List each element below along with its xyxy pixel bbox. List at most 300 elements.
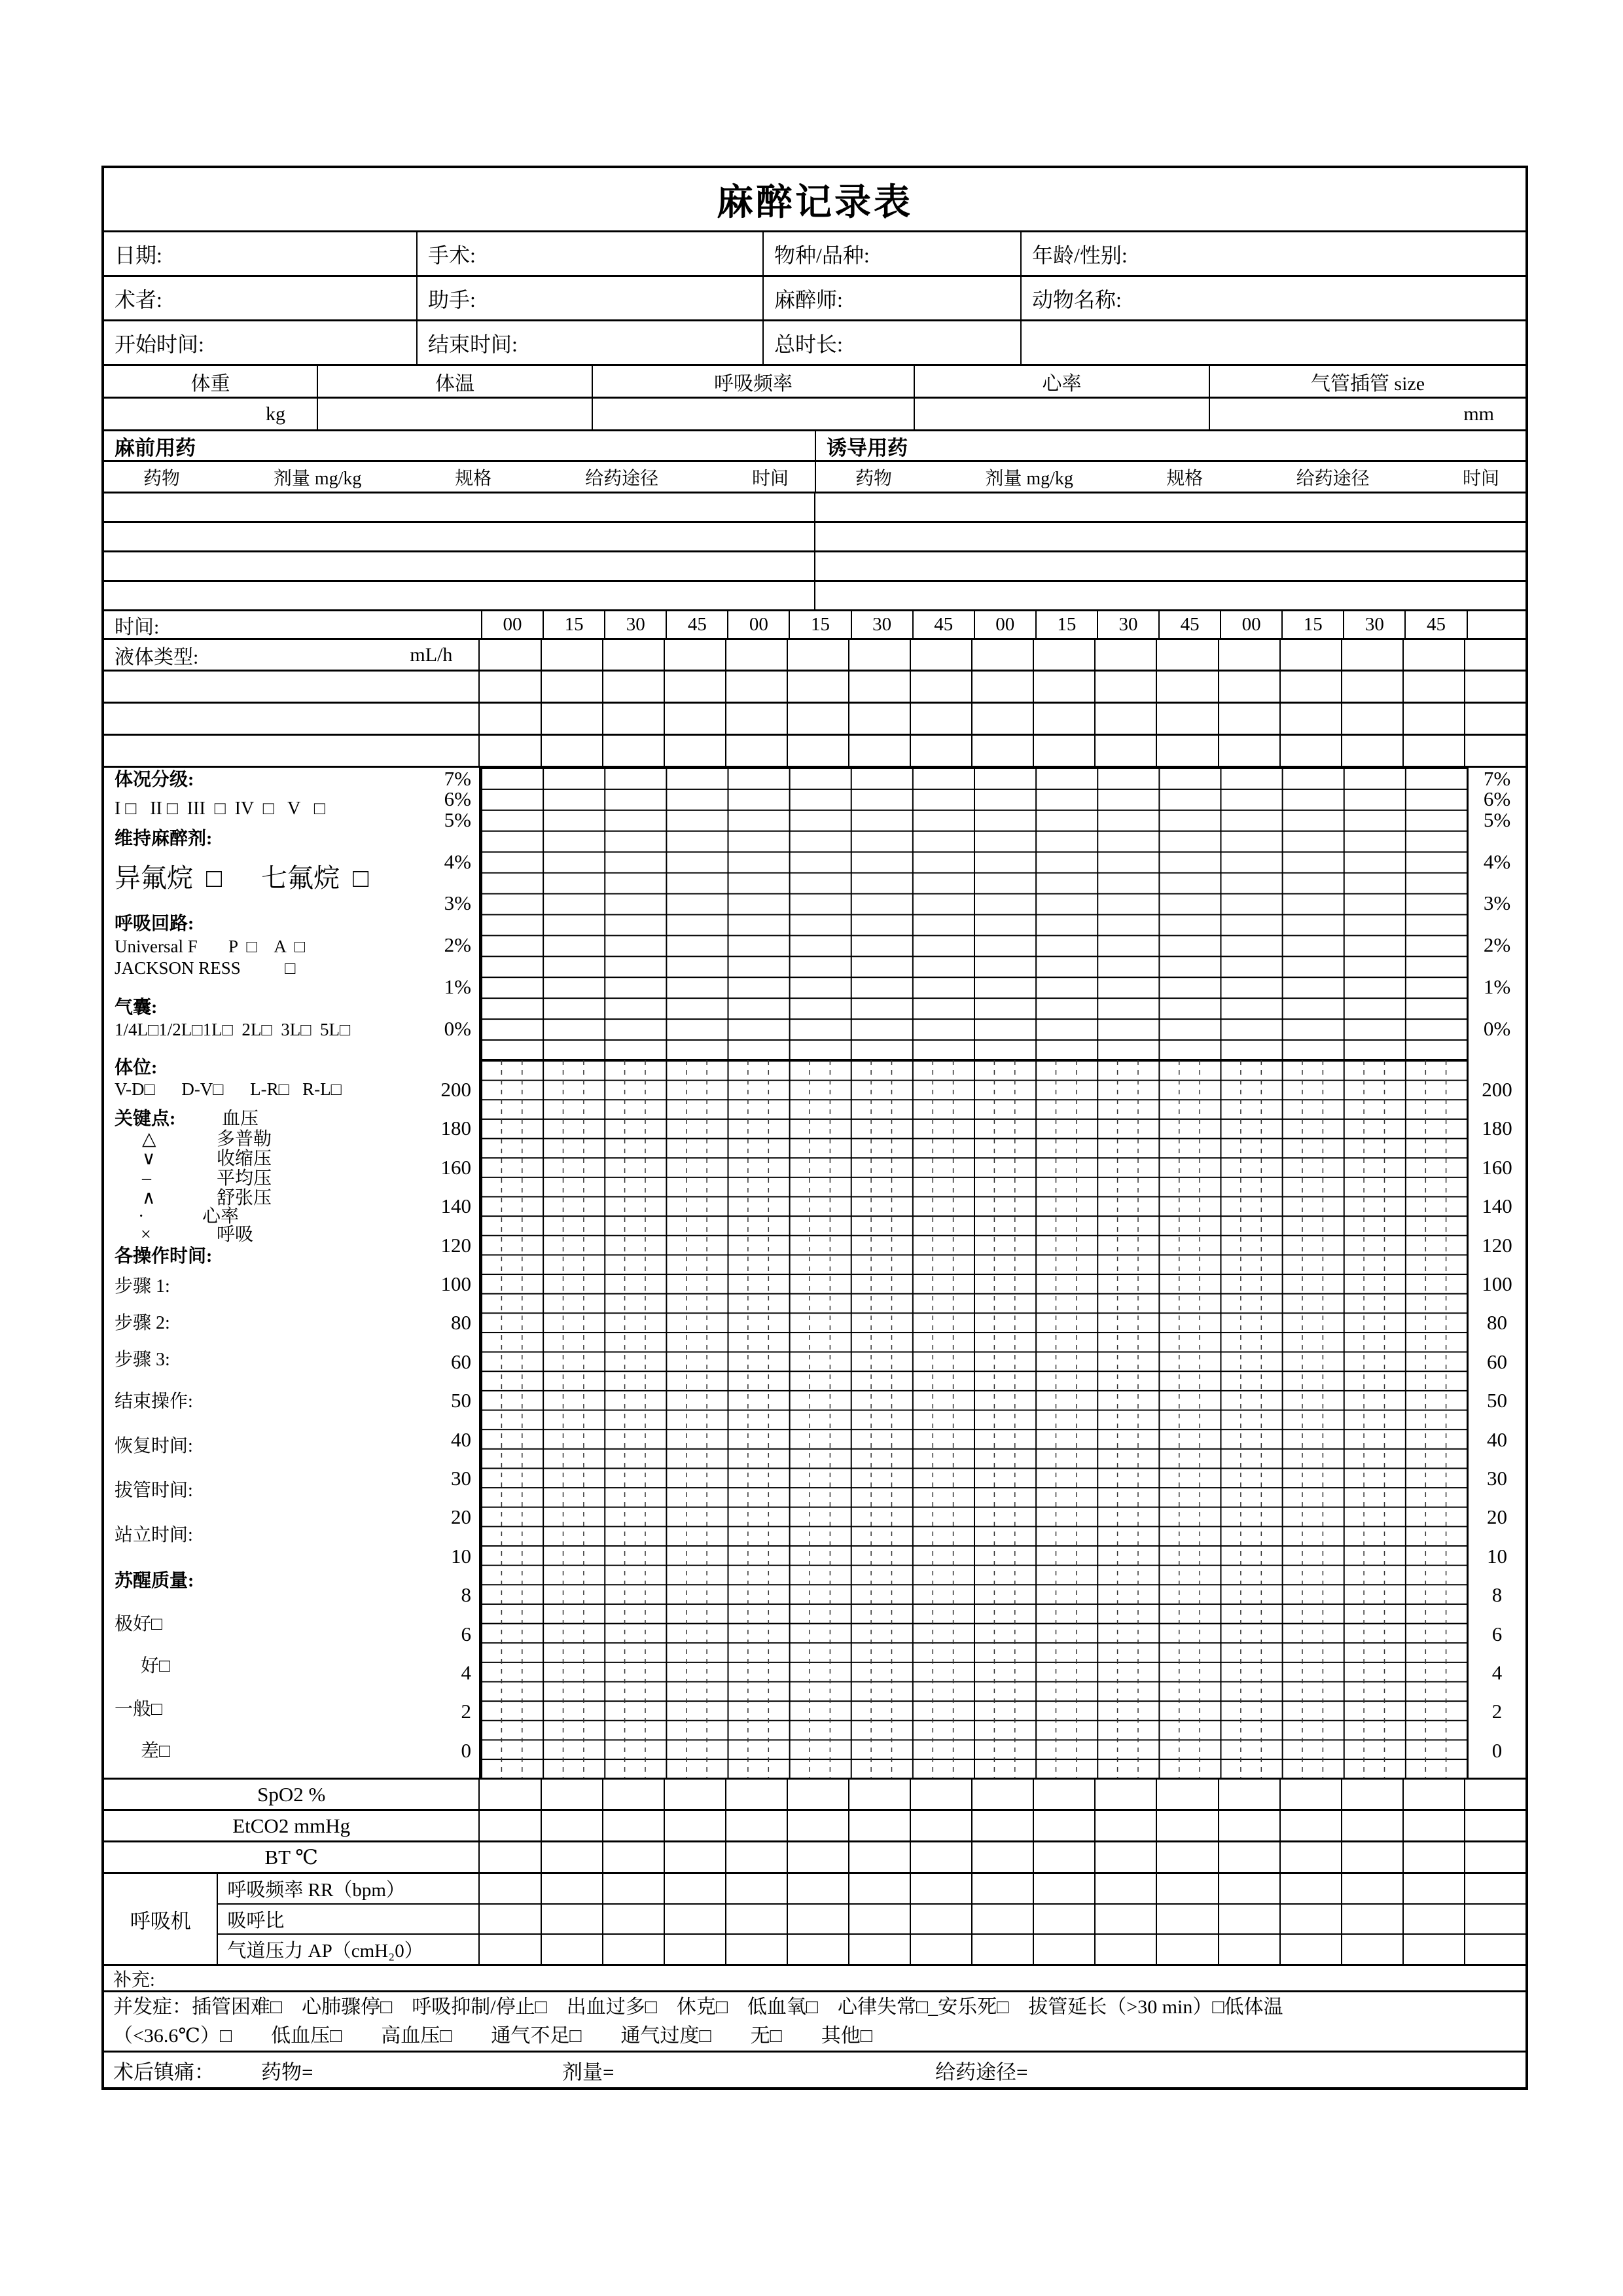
grid-cell[interactable] bbox=[725, 1935, 787, 1964]
grid-cell[interactable] bbox=[1156, 672, 1217, 702]
value-scale-label: 40 bbox=[451, 1428, 471, 1451]
grid-cell[interactable] bbox=[787, 1780, 848, 1809]
grid-cell[interactable] bbox=[602, 736, 664, 766]
grid-cell[interactable] bbox=[1464, 640, 1525, 670]
premed-title: 麻前用药 bbox=[115, 436, 196, 459]
value-scale-label: 0 bbox=[1491, 1739, 1503, 1762]
grid-cell[interactable] bbox=[1033, 736, 1094, 766]
recover-time-label[interactable]: 恢复时间: bbox=[115, 1436, 193, 1456]
time-tick: 15 bbox=[1035, 611, 1097, 638]
maintenance-options[interactable]: 异氟烷 □ 七氟烷 □ bbox=[115, 863, 369, 893]
grid-cell[interactable] bbox=[602, 1780, 664, 1809]
grid-cell[interactable] bbox=[1279, 1811, 1341, 1840]
value-scale-label: 80 bbox=[451, 1311, 471, 1334]
grid-cell[interactable] bbox=[1402, 704, 1464, 734]
grid-cell[interactable] bbox=[1341, 640, 1402, 670]
grid-cell[interactable] bbox=[1094, 1811, 1156, 1840]
grid-cell[interactable] bbox=[1464, 736, 1525, 766]
anesthetic-percent-grid[interactable] bbox=[481, 768, 1467, 1060]
grid-cell[interactable] bbox=[541, 1905, 602, 1934]
value-scale-label: 2 bbox=[461, 1700, 471, 1723]
percent-scale-label: 5% bbox=[1483, 808, 1511, 831]
grid-cell[interactable] bbox=[1402, 1935, 1464, 1964]
grid-cell[interactable] bbox=[787, 1842, 848, 1872]
total-duration-field[interactable]: 总时长: bbox=[762, 321, 1020, 364]
grid-cell[interactable] bbox=[1464, 1842, 1525, 1872]
grid-cell[interactable] bbox=[787, 1874, 848, 1903]
induction-entry-cell[interactable] bbox=[814, 523, 1525, 550]
grid-cell[interactable] bbox=[602, 1811, 664, 1840]
grid-cell[interactable] bbox=[848, 704, 910, 734]
fluid-entry-label[interactable] bbox=[104, 672, 478, 702]
grid-cell[interactable] bbox=[1094, 1874, 1156, 1903]
ventilator-airway-pressure-row bbox=[218, 1935, 1525, 1964]
time-tick: 00 bbox=[974, 611, 1035, 638]
grid-cell[interactable] bbox=[1033, 672, 1094, 702]
fluid-label-cell bbox=[104, 640, 478, 670]
grid-cell[interactable] bbox=[1279, 672, 1341, 702]
supplement-label: 补充: bbox=[113, 1969, 155, 1990]
anesthetist-field[interactable]: 麻醉师: bbox=[762, 277, 1020, 319]
grid-cell[interactable] bbox=[602, 1842, 664, 1872]
value-scale-label: 8 bbox=[461, 1583, 471, 1606]
grid-cell[interactable] bbox=[971, 1905, 1033, 1934]
grid-cell[interactable] bbox=[664, 1811, 725, 1840]
medication-entry-row bbox=[104, 493, 1525, 523]
grid-cell[interactable] bbox=[541, 640, 602, 670]
grid-cell[interactable] bbox=[602, 1905, 664, 1934]
value-scale-label: 180 bbox=[1482, 1117, 1512, 1139]
standing-time-label[interactable]: 站立时间: bbox=[115, 1525, 193, 1545]
temperature-value-cell[interactable] bbox=[317, 399, 592, 429]
fluid-entry-cells bbox=[478, 672, 1525, 702]
mean-pressure-symbol: – bbox=[142, 1168, 151, 1189]
grid-cell[interactable] bbox=[1279, 1780, 1341, 1809]
grid-cell[interactable] bbox=[1402, 1905, 1464, 1934]
fluid-type-label: 液体类型: bbox=[115, 646, 199, 668]
grid-cell[interactable] bbox=[1341, 1780, 1402, 1809]
grid-cell[interactable] bbox=[725, 1811, 787, 1840]
animal-name-field[interactable]: 动物名称: bbox=[1020, 277, 1525, 319]
grid-cell[interactable] bbox=[725, 736, 787, 766]
respiratory-rate-value-cell[interactable] bbox=[592, 399, 914, 429]
grid-cell[interactable] bbox=[725, 672, 787, 702]
grid-cell[interactable] bbox=[1156, 1935, 1217, 1964]
grid-cell[interactable] bbox=[1033, 1842, 1094, 1872]
date-field[interactable]: 日期: bbox=[115, 243, 162, 267]
medication-entry-row bbox=[104, 582, 1525, 611]
grid-cell[interactable] bbox=[971, 704, 1033, 734]
value-scale-label: 4 bbox=[1491, 1661, 1503, 1684]
grid-cell[interactable] bbox=[910, 704, 971, 734]
value-scale-label: 10 bbox=[1487, 1545, 1507, 1568]
grid-cell[interactable] bbox=[848, 640, 910, 670]
grid-cell[interactable] bbox=[1464, 1935, 1525, 1964]
surgery-field[interactable]: 手术: bbox=[416, 232, 762, 275]
age-sex-field[interactable]: 年龄/性别: bbox=[1020, 232, 1525, 275]
grid-cell[interactable] bbox=[725, 1874, 787, 1903]
end-operation-label[interactable]: 结束操作: bbox=[115, 1391, 193, 1412]
grid-cell[interactable] bbox=[787, 736, 848, 766]
induction-title: 诱导用药 bbox=[815, 431, 1525, 460]
grid-cell[interactable] bbox=[910, 1811, 971, 1840]
induction-entry-cell[interactable] bbox=[814, 552, 1525, 580]
time-label: 时间: bbox=[115, 616, 160, 638]
grid-cell[interactable] bbox=[1156, 1874, 1217, 1903]
grid-cell[interactable] bbox=[848, 1842, 910, 1872]
grid-cell[interactable] bbox=[1094, 704, 1156, 734]
percent-scale-label: 2% bbox=[1483, 933, 1511, 956]
grid-cell[interactable] bbox=[971, 1935, 1033, 1964]
time-tick: 45 bbox=[1404, 611, 1466, 638]
grid-cell[interactable] bbox=[1464, 672, 1525, 702]
grid-cell[interactable] bbox=[1402, 640, 1464, 670]
grid-cell[interactable] bbox=[1402, 1874, 1464, 1903]
grid-cell[interactable] bbox=[1156, 1905, 1217, 1934]
grid-cell[interactable] bbox=[848, 1905, 910, 1934]
grid-cell[interactable] bbox=[910, 1874, 971, 1903]
medication-header-row bbox=[104, 431, 1525, 462]
grid-cell[interactable] bbox=[1402, 1842, 1464, 1872]
grid-cell[interactable] bbox=[1402, 672, 1464, 702]
premed-entry-cell[interactable] bbox=[104, 493, 814, 521]
info-row-2 bbox=[104, 277, 1525, 321]
grid-cell[interactable] bbox=[1279, 704, 1341, 734]
grid-cell[interactable] bbox=[1218, 736, 1279, 766]
grid-cell[interactable] bbox=[541, 1874, 602, 1903]
value-scale-label: 100 bbox=[1482, 1272, 1512, 1295]
bag-options[interactable]: 1/4L□1/2L□1L□ 2L□ 3L□ 5L□ bbox=[115, 1020, 351, 1039]
grid-cell[interactable] bbox=[848, 1780, 910, 1809]
grid-cell[interactable] bbox=[478, 704, 540, 734]
grid-cell[interactable] bbox=[1279, 640, 1341, 670]
grid-cell[interactable] bbox=[1341, 736, 1402, 766]
grid-cell[interactable] bbox=[478, 1935, 540, 1964]
premed-entry-cell[interactable] bbox=[104, 552, 814, 580]
value-scale-label: 30 bbox=[451, 1467, 471, 1490]
grid-cell[interactable] bbox=[1156, 704, 1217, 734]
grid-cell[interactable] bbox=[910, 640, 971, 670]
species-field[interactable]: 物种/品种: bbox=[762, 232, 1020, 275]
grid-cell[interactable] bbox=[541, 1780, 602, 1809]
grid-cell[interactable] bbox=[1033, 1780, 1094, 1809]
grid-cell[interactable] bbox=[848, 1935, 910, 1964]
time-tick: 00 bbox=[1220, 611, 1281, 638]
time-tick: 15 bbox=[1281, 611, 1343, 638]
col-dose: 剂量 mg/kg bbox=[273, 468, 362, 489]
grid-cell[interactable] bbox=[1218, 1842, 1279, 1872]
grid-cell[interactable] bbox=[848, 672, 910, 702]
recovery-fair-option[interactable]: 一般□ bbox=[115, 1699, 162, 1719]
grid-cell[interactable] bbox=[910, 1935, 971, 1964]
fluid-entry-label[interactable] bbox=[104, 704, 478, 734]
respiration-label: 呼吸 bbox=[217, 1225, 254, 1245]
time-tick: 15 bbox=[543, 611, 604, 638]
grid-cell[interactable] bbox=[910, 1780, 971, 1809]
grid-cell[interactable] bbox=[787, 704, 848, 734]
grid-cell[interactable] bbox=[1033, 1874, 1094, 1903]
assistant-field[interactable]: 助手: bbox=[416, 277, 762, 319]
grid-cell[interactable] bbox=[725, 704, 787, 734]
grid-cell[interactable] bbox=[1464, 1811, 1525, 1840]
grid-cell[interactable] bbox=[971, 1874, 1033, 1903]
post-op-route-field[interactable]: 给药途径= bbox=[935, 2060, 1028, 2083]
grid-cell[interactable] bbox=[664, 736, 725, 766]
post-op-row bbox=[104, 2053, 1525, 2087]
position-options[interactable]: V-D□ D-V□ L-R□ R-L□ bbox=[115, 1079, 342, 1099]
col-spec: 规格 bbox=[1166, 468, 1204, 489]
circuit-universal-option[interactable]: Universal F P □ A □ bbox=[115, 937, 306, 956]
col-drug: 药物 bbox=[855, 468, 893, 489]
body-condition-options[interactable]: I □ II □ III □ IV □ V □ bbox=[115, 798, 325, 819]
percent-scale-label: 6% bbox=[1483, 787, 1511, 810]
ventilator-block bbox=[104, 1874, 1525, 1966]
grid-cell[interactable] bbox=[664, 1935, 725, 1964]
grid-cell[interactable] bbox=[664, 640, 725, 670]
et-tube-size-header: 气管插管 size bbox=[1209, 366, 1525, 397]
grid-cell[interactable] bbox=[910, 672, 971, 702]
step3-label[interactable]: 步骤 3: bbox=[115, 1350, 170, 1370]
complications-line1[interactable]: 并发症：插管困难□ 心肺骤停□ 呼吸抑制/停止□ 出血过多□ 休克□ 低血氧□ 心律失常□_安乐死□ 拔管延长（>30 min）□低体温 bbox=[113, 1996, 1283, 2018]
grid-cell[interactable] bbox=[1341, 1905, 1402, 1934]
grid-cell[interactable] bbox=[910, 736, 971, 766]
grid-cell[interactable] bbox=[1218, 1905, 1279, 1934]
recovery-excellent-option[interactable]: 极好□ bbox=[115, 1614, 162, 1634]
weight-value-cell[interactable]: kg bbox=[266, 403, 285, 425]
post-op-dose-field[interactable]: 剂量= bbox=[562, 2060, 615, 2083]
grid-cell[interactable] bbox=[1033, 704, 1094, 734]
vitals-grid[interactable] bbox=[481, 1060, 1467, 1778]
value-scale-label: 50 bbox=[1487, 1389, 1507, 1412]
grid-cell[interactable] bbox=[664, 704, 725, 734]
grid-cell[interactable] bbox=[1279, 1874, 1341, 1903]
title-row bbox=[104, 168, 1525, 232]
col-drug: 药物 bbox=[143, 468, 181, 489]
grid-cell[interactable] bbox=[478, 672, 540, 702]
grid-cell[interactable] bbox=[1094, 736, 1156, 766]
col-dose: 剂量 mg/kg bbox=[985, 468, 1073, 489]
value-scale-label: 60 bbox=[451, 1350, 471, 1373]
grid-cell[interactable] bbox=[478, 736, 540, 766]
grid-cell[interactable] bbox=[602, 672, 664, 702]
grid-cell[interactable] bbox=[602, 1935, 664, 1964]
grid-cell[interactable] bbox=[664, 1905, 725, 1934]
recovery-poor-option[interactable]: 差□ bbox=[141, 1741, 170, 1761]
maintenance-label: 维持麻醉剂: bbox=[115, 829, 213, 849]
grid-cell[interactable] bbox=[1279, 1935, 1341, 1964]
grid-cell[interactable] bbox=[1094, 1842, 1156, 1872]
grid-cell[interactable] bbox=[725, 1842, 787, 1872]
grid-cell[interactable] bbox=[1218, 1780, 1279, 1809]
grid-cell[interactable] bbox=[971, 736, 1033, 766]
diastolic-symbol: ∧ bbox=[142, 1188, 156, 1208]
grid-cell[interactable] bbox=[725, 640, 787, 670]
grid-cell[interactable] bbox=[602, 1874, 664, 1903]
grid-cell[interactable] bbox=[1156, 736, 1217, 766]
grid-cell[interactable] bbox=[971, 672, 1033, 702]
grid-cell[interactable] bbox=[787, 1905, 848, 1934]
grid-cell[interactable] bbox=[1156, 1780, 1217, 1809]
grid-cell[interactable] bbox=[1094, 1905, 1156, 1934]
grid-cell[interactable] bbox=[541, 736, 602, 766]
grid-cell[interactable] bbox=[1402, 736, 1464, 766]
grid-cell[interactable] bbox=[541, 1842, 602, 1872]
ventilator-ie-ratio-row bbox=[218, 1905, 1525, 1935]
grid-cell[interactable] bbox=[1279, 1905, 1341, 1934]
grid-cell[interactable] bbox=[1156, 640, 1217, 670]
grid-cell[interactable] bbox=[1402, 1811, 1464, 1840]
grid-cell[interactable] bbox=[664, 672, 725, 702]
grid-cell[interactable] bbox=[1218, 1811, 1279, 1840]
spo2-row bbox=[104, 1780, 1525, 1811]
grid-cell[interactable] bbox=[1218, 704, 1279, 734]
grid-cell[interactable] bbox=[1094, 1780, 1156, 1809]
grid-cell[interactable] bbox=[848, 736, 910, 766]
ventilator-airway-pressure-label: 气道压力 AP（cmH₂0） bbox=[227, 1941, 423, 1962]
grid-cell[interactable] bbox=[478, 1874, 540, 1903]
grid-cell[interactable] bbox=[1464, 1874, 1525, 1903]
fluid-entry-row bbox=[104, 672, 1525, 704]
heart-rate-value-cell[interactable] bbox=[914, 399, 1209, 429]
grid-cell[interactable] bbox=[1402, 1780, 1464, 1809]
grid-cell[interactable] bbox=[478, 640, 540, 670]
circuit-jackson-option[interactable]: JACKSON RESS □ bbox=[115, 958, 296, 978]
grid-cell[interactable] bbox=[1218, 640, 1279, 670]
grid-cell[interactable] bbox=[664, 1874, 725, 1903]
value-scale-label: 10 bbox=[451, 1545, 471, 1568]
grid-cell[interactable] bbox=[1033, 1905, 1094, 1934]
induction-entry-cell[interactable] bbox=[814, 493, 1525, 521]
grid-cell[interactable] bbox=[787, 672, 848, 702]
grid-cell[interactable] bbox=[478, 1842, 540, 1872]
grid-cell[interactable] bbox=[541, 704, 602, 734]
fluid-row bbox=[104, 640, 1525, 672]
post-op-drug-field[interactable]: 药物= bbox=[261, 2060, 313, 2083]
fluid-entry-label[interactable] bbox=[104, 736, 478, 766]
grid-cell[interactable] bbox=[1341, 1811, 1402, 1840]
heart-rate-symbol: · bbox=[138, 1206, 145, 1227]
vitals-dashed-gridlines bbox=[481, 1060, 1467, 1778]
grid-cell[interactable] bbox=[1033, 640, 1094, 670]
percent-scale-label: 2% bbox=[444, 933, 471, 956]
grid-cell[interactable] bbox=[1033, 1935, 1094, 1964]
position-label: 体位: bbox=[115, 1058, 158, 1078]
premed-entry-cell[interactable] bbox=[104, 523, 814, 550]
grid-cell[interactable] bbox=[1218, 672, 1279, 702]
grid-cell[interactable] bbox=[478, 1811, 540, 1840]
diastolic-label: 舒张压 bbox=[217, 1188, 272, 1208]
grid-cell[interactable] bbox=[1341, 1842, 1402, 1872]
grid-cell[interactable] bbox=[541, 1935, 602, 1964]
step1-label[interactable]: 步骤 1: bbox=[115, 1276, 170, 1297]
post-op-label: 术后镇痛： bbox=[113, 2060, 215, 2083]
grid-cell[interactable] bbox=[1094, 1935, 1156, 1964]
grid-cell[interactable] bbox=[971, 1811, 1033, 1840]
grid-cell[interactable] bbox=[787, 1935, 848, 1964]
grid-cell[interactable] bbox=[971, 1842, 1033, 1872]
grid-cell[interactable] bbox=[1464, 1905, 1525, 1934]
supplement-row[interactable] bbox=[104, 1966, 1525, 1992]
grid-cell[interactable] bbox=[602, 640, 664, 670]
complications-row bbox=[104, 1992, 1525, 2053]
grid-cell[interactable] bbox=[1156, 1811, 1217, 1840]
complications-line2[interactable]: （<36.6℃）□ 低血压□ 高血压□ 通气不足□ 通气过度□ 无□ 其他□ bbox=[113, 2024, 872, 2047]
surgeon-field[interactable]: 术者: bbox=[115, 287, 162, 312]
value-scale-label: 180 bbox=[440, 1117, 471, 1139]
percent-scale-label: 6% bbox=[444, 787, 471, 810]
keypoint-label: 关键点: bbox=[115, 1109, 176, 1129]
time-tick: 30 bbox=[604, 611, 666, 638]
grid-cell[interactable] bbox=[541, 672, 602, 702]
grid-cell[interactable] bbox=[602, 704, 664, 734]
fluid-entry-row bbox=[104, 704, 1525, 736]
value-scale-label: 8 bbox=[1491, 1583, 1503, 1606]
recovery-good-option[interactable]: 好□ bbox=[141, 1656, 170, 1676]
induction-entry-cell[interactable] bbox=[814, 582, 1525, 609]
grid-cell[interactable] bbox=[478, 1780, 540, 1809]
grid-cell[interactable] bbox=[1279, 1842, 1341, 1872]
col-time: 时间 bbox=[1462, 468, 1499, 489]
grid-cell[interactable] bbox=[1279, 736, 1341, 766]
operation-times-label: 各操作时间: bbox=[115, 1246, 213, 1266]
grid-cell[interactable] bbox=[725, 1780, 787, 1809]
grid-cell[interactable] bbox=[1341, 672, 1402, 702]
grid-cell[interactable] bbox=[1218, 1935, 1279, 1964]
grid-cell[interactable] bbox=[1341, 1935, 1402, 1964]
extubation-time-label[interactable]: 拔管时间: bbox=[115, 1480, 193, 1501]
body-temp-label: BT ℃ bbox=[264, 1845, 318, 1869]
step2-label[interactable]: 步骤 2: bbox=[115, 1313, 170, 1333]
value-scale-label: 140 bbox=[440, 1194, 471, 1217]
grid-cell[interactable] bbox=[1094, 640, 1156, 670]
premed-columns bbox=[104, 462, 815, 492]
grid-cell[interactable] bbox=[848, 1874, 910, 1903]
grid-cell[interactable] bbox=[1464, 704, 1525, 734]
chart-right-scale bbox=[1467, 768, 1525, 1778]
etco2-cells bbox=[478, 1811, 1525, 1840]
grid-cell[interactable] bbox=[1341, 704, 1402, 734]
start-time-field[interactable]: 开始时间: bbox=[115, 332, 204, 356]
grid-cell[interactable] bbox=[541, 1811, 602, 1840]
grid-cell[interactable] bbox=[478, 1905, 540, 1934]
grid-cell[interactable] bbox=[848, 1811, 910, 1840]
induction-columns bbox=[815, 462, 1525, 492]
percent-scale-label: 7% bbox=[1483, 767, 1511, 790]
grid-cell[interactable] bbox=[787, 640, 848, 670]
fluid-entry-cells bbox=[478, 704, 1525, 734]
grid-cell[interactable] bbox=[725, 1905, 787, 1934]
grid-cell[interactable] bbox=[664, 1780, 725, 1809]
et-tube-size-value-cell[interactable]: mm bbox=[1209, 399, 1525, 429]
end-time-field[interactable]: 结束时间: bbox=[416, 321, 762, 364]
premed-entry-cell[interactable] bbox=[104, 582, 814, 609]
grid-cell[interactable] bbox=[664, 1842, 725, 1872]
grid-cell[interactable] bbox=[1033, 1811, 1094, 1840]
grid-cell[interactable] bbox=[1218, 1874, 1279, 1903]
grid-cell[interactable] bbox=[1464, 1780, 1525, 1809]
fluid-entry-row bbox=[104, 736, 1525, 768]
grid-cell[interactable] bbox=[1094, 672, 1156, 702]
grid-cell[interactable] bbox=[1341, 1874, 1402, 1903]
grid-cell[interactable] bbox=[910, 1905, 971, 1934]
grid-cell[interactable] bbox=[971, 1780, 1033, 1809]
grid-cell[interactable] bbox=[787, 1811, 848, 1840]
grid-cell[interactable] bbox=[971, 640, 1033, 670]
grid-cell[interactable] bbox=[910, 1842, 971, 1872]
grid-cell[interactable] bbox=[1156, 1842, 1217, 1872]
percent-scale-label: 0% bbox=[1483, 1017, 1511, 1040]
value-scale-label: 20 bbox=[1487, 1505, 1507, 1528]
